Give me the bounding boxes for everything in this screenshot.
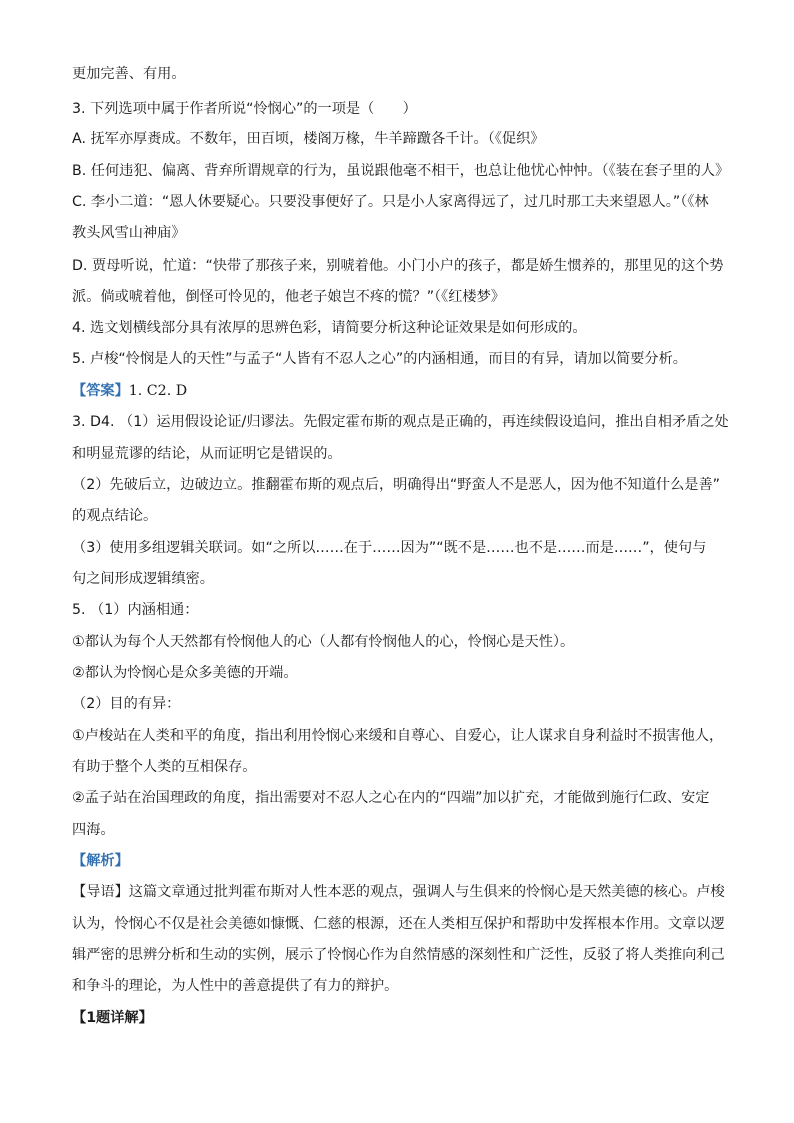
answer-line: ①都认为每个人天然都有怜悯他人的心（人都有怜悯他人的心，怜悯心是天性）。 (72, 634, 575, 650)
option-c: C. 李小二道：“恩人休要疑心。只要没事便好了。只是小人家离得远了，过几时那工夫来望恩人。”（《林 (72, 194, 709, 210)
answer-text: 1. C2. D (128, 383, 188, 399)
answer-line: （3）使用多组逻辑关联词。如“之所以……在于……因为”“既不是……也不是……而是……”，使句与 (72, 540, 707, 556)
detail-heading (72, 1008, 732, 1028)
option-d: D. 贾母听说，忙道：“快带了那孩子来，别唬着他。小门小户的孩子，都是娇生惯养的，那里见的这个势 (72, 258, 724, 274)
analysis-heading (72, 851, 732, 871)
answer-line: （2）目的有异： (72, 696, 181, 712)
guide-line (72, 882, 732, 902)
option-a: A. 抚军亦厚赉成。不数年，田百顷，楼阁万椽，牛羊蹄躈各千计。（《促织》 (72, 131, 545, 147)
answer-line: 5. （1）内涵相通： (72, 602, 199, 618)
answer-line: ②孟子站在治国理政的角度，指出需要对不忍人之心在内的“四端”加以扩充，才能做到施行仁政、安定 (72, 790, 710, 806)
question-4: 4. 选文划横线部分具有浓厚的思辨色彩，请简要分析这种论证效果是如何形成的。 (72, 320, 587, 336)
detail-tag: 【1题详解】 (72, 1010, 153, 1026)
answer-line: （2）先破后立，边破边立。推翻霍布斯的观点后，明确得出“野蛮人不是恶人，因为他不知道什么是善” (72, 477, 720, 493)
answer-line: 句之间形成逻辑缜密。 (72, 571, 214, 587)
guide-line: 辑严密的思辨分析和生动的实例，展示了怜悯心作为自然情感的深刻性和广泛性，反驳了将人类推向利己 (72, 947, 725, 963)
option-c-cont: 教头风雪山神庙》 (72, 225, 186, 241)
answer-line: ①卢梭站在人类和平的角度，指出利用怜悯心来缓和自尊心、自爱心，让人谋求自身利益时不损害他人， (72, 728, 724, 744)
answer-line: 四海。 (72, 822, 115, 838)
option-d-cont: 派。倘或唬着他，倒怪可怜见的，他老子娘岂不疼的慌？”（《红楼梦》 (72, 289, 505, 305)
guide-line: 和争斗的理论，为人性中的善意提供了有力的辩护。 (72, 978, 399, 994)
answer-line: ②都认为怜悯心是众多美德的开端。 (72, 665, 298, 681)
guide-line: 认为，怜悯心不仅是社会美德如慷慨、仁慈的根源，还在人类相互保护和帮助中发挥根本作用。文章以逻 (72, 916, 725, 932)
analysis-tag: 【解析】 (72, 853, 129, 869)
guide-tag: 【导语】 (72, 884, 129, 900)
question-3: 3. 下列选项中属于作者所说“怜悯心”的一项是（ ） (72, 101, 417, 117)
answer-tag: 【答案】 (72, 383, 129, 399)
answer-line: 有助于整个人类的互相保存。 (72, 759, 257, 775)
guide-text: 这篇文章通过批判霍布斯对人性本恶的观点，强调人与生俱来的怜悯心是天然美德的核心。卢梭 (128, 884, 725, 900)
option-b: B. 任何违犯、偏离、背弃所谓规章的行为，虽说跟他毫不相干，也总让他忧心忡忡。（《装在套子里的人》 (72, 163, 730, 179)
answer-heading (72, 381, 732, 401)
text-line: 更加完善、有用。 (72, 66, 186, 82)
question-5: 5. 卢梭“怜悯是人的天性”与孟子“人皆有不忍人之心”的内涵相通，而目的有异，请加以简要分析。 (72, 351, 687, 367)
answer-line: 的观点结论。 (72, 508, 158, 524)
answer-line: 和明显荒谬的结论，从而证明它是错误的。 (72, 446, 342, 462)
answer-line: 3. D4. （1）运用假设论证/归谬法。先假定霍布斯的观点是正确的，再连续假设追问，推出自相矛盾之处 (72, 414, 729, 430)
